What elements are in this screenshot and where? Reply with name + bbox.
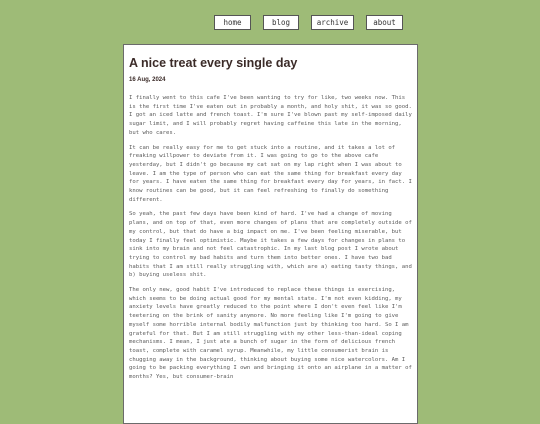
post-date: 16 Aug, 2024 [129,77,166,83]
post-paragraph-3: So yeah, the past few days have been kind of hard. I've had a change of moving plans, and on top of that, even more changes of plans that are completely outside of my control, but that do have a big impact on me. I've been feeling miserable, but today I finally feel optimistic. Maybe it takes a few days for changes in plans to sink into my brain and not feel catastrophic. In my last blog post I wrote about trying to control my bad habits and turn them into better ones. I have two bad habits that I am still really struggling with, which are a) eating tasty things, and b) buying useless shit. [129,211,412,279]
post-title: A nice treat every single day [129,56,298,70]
post-paragraph-2: It can be really easy for me to get stuck into a routine, and it takes a lot of freaking willpower to deviate from it. I was going to go to the above cafe yesterday, but I didn't go because my cat sat on my lap right when I was about to leave. I am the type of person who can eat the same thing for breakfast every day for years. I have eaten the same thing for breakfast every day for years, in fact. I know routines can be good, but it can feel refreshing to finally do something different. [129,144,412,203]
post-paragraph-4: The only new, good habit I've introduced to replace these things is exercising, which seems to be doing actual good for my mental state. I'm not even kidding, my anxiety levels have greatly reduced to the point where I don't even feel like I'm teetering on the brink of sanity anymore. No more feeling like I'm going to give myself some horrible internal bodily malfunction just by thinking too hard. So I am grateful for that. But I am still struggling with my other less-than-ideal coping mechanisms. I mean, I just ate a bunch of sugar in the form of delicious french toast, complete with caramel syrup. Meanwhile, my little consumerist brain is chugging away in the background, thinking about buying some nice watercolors. Am I going to be packing everything I own and bringing it onto an airplane in a matter of months? Yes, but consumer-brain [129,287,412,381]
blog-post [123,44,418,424]
post-body [129,94,412,382]
nav-blog-link[interactable]: blog [263,15,299,30]
nav-about-link[interactable]: about [366,15,403,30]
top-nav [214,15,403,30]
nav-archive-link[interactable]: archive [311,15,354,30]
nav-home-link[interactable]: home [214,15,251,30]
post-paragraph-1: I finally went to this cafe I've been wanting to try for like, two weeks now. This is the first time I've eaten out in probably a month, and holy shit, it was so good. I got an iced latte and french toast. I'm sure I've blown past my self-imposed daily sugar limit, and I will probably regret having caffeine this late in the morning, but who cares. [129,95,412,136]
